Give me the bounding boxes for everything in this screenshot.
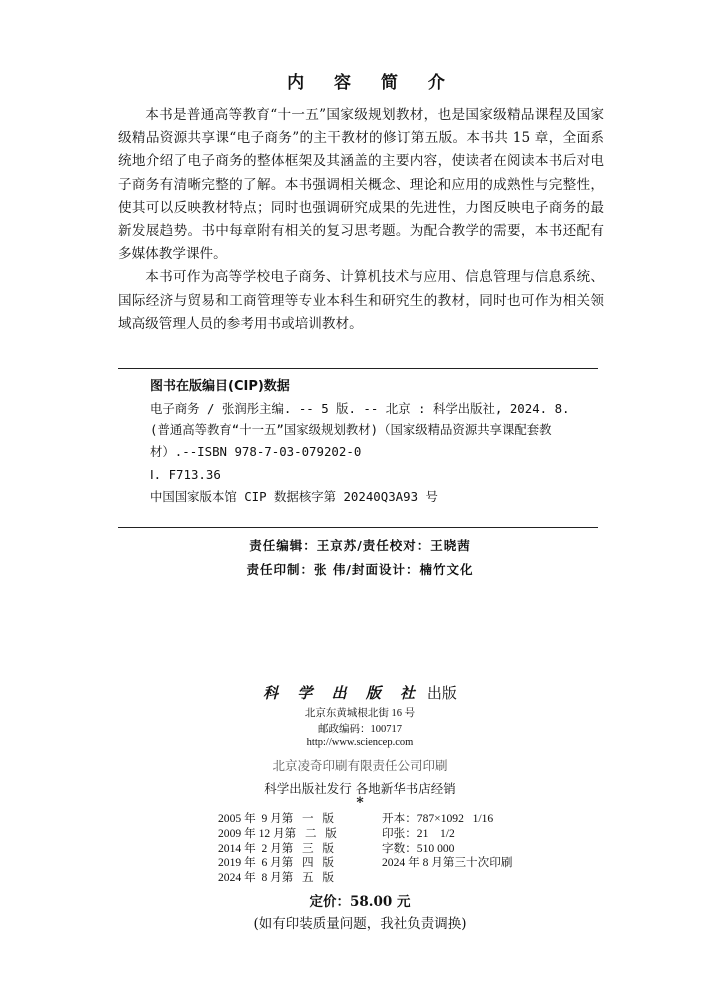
intro-body [118, 104, 604, 336]
cip-entry: 电子商务 / 张润彤主编. -- 5 版. -- 北京 : 科学出版社, 2024. 8. (普通高等教育“十一五”国家级规划教材)（国家级精品资源共享课配套教材）.--ISBN 978-7-03-079202-0 [150, 400, 570, 459]
edition-row [218, 842, 512, 857]
cip-title: 图书在版编目(CIP)数据 [150, 379, 290, 394]
edition-date: 2009 年 12 月第 二 版 [218, 826, 337, 840]
publisher-postcode: 邮政编码：100717 [318, 724, 402, 735]
edition-table [218, 812, 512, 886]
cip-classification: Ⅰ. F713.36 [150, 467, 221, 483]
staff-line-production: 责任印制：张 伟/封面设计：楠竹文化 [246, 562, 474, 577]
cip-record: 中国国家版本馆 CIP 数据核字第 20240Q3A93 号 [150, 488, 438, 504]
edition-date: 2024 年 8 月第 五 版 [218, 871, 334, 885]
intro-title: 内 容 简 介 [287, 73, 457, 93]
publisher-address: 北京东黄城根北街 16 号 [304, 708, 416, 719]
separator-star: * [356, 795, 364, 811]
cip-bottom-rule [118, 527, 598, 528]
edition-spec: 开本：787×1092 1/16 [382, 812, 494, 825]
publisher-name: 科 学 出 版 社 [263, 684, 423, 702]
edition-row [218, 812, 512, 827]
intro-paragraph: 本书是普通高等教育“十一五”国家级规划教材，也是国家级精品课程及国家级精品资源共享课“电子商务”的主干教材的修订第五版。本书共 15 章，全面系统地介绍了电子商务的整体框架及其涵盖的主要内容，使读者在阅读本书后对电子商务有清晰完整的了解。本书强调相关概念、理论和应用的成熟性与完整性，使其可以反映教材特点；同时也强调研究成果的先进性，力图反映电子商务的最新发展趋势。书中每章附有相关的复习思考题。为配合教学的需要，本书还配有多媒体教学课件。 [118, 107, 604, 263]
edition-row [218, 856, 512, 871]
edition-row [218, 871, 512, 886]
edition-date: 2019 年 6 月第 四 版 [218, 856, 334, 870]
edition-date: 2014 年 2 月第 三 版 [218, 841, 334, 855]
edition-spec: 字数：510 000 [382, 841, 455, 855]
printer-line: 北京凌奇印刷有限责任公司印刷 [272, 758, 448, 773]
distribution-line: 科学出版社发行 各地新华书店经销 [264, 781, 456, 796]
publisher-heading [0, 682, 720, 703]
edition-spec: 2024 年 8 月第三十次印刷 [382, 856, 513, 870]
price: 定价：58.00 元 [309, 894, 411, 910]
cip-top-rule [118, 368, 598, 369]
intro-paragraph: 本书可作为高等学校电子商务、计算机技术与应用、信息管理与信息系统、国际经济与贸易和工商管理等专业本科生和研究生的教材，同时也可作为相关领域高级管理人员的参考用书或培训教材。 [118, 269, 604, 332]
publisher-suffix: 出版 [426, 684, 457, 702]
edition-date: 2005 年 9 月第 一 版 [218, 812, 334, 825]
quality-notice: (如有印装质量问题，我社负责调换) [253, 916, 467, 932]
edition-row [218, 827, 512, 842]
edition-spec: 印张：21 1/2 [382, 826, 455, 840]
publisher-website: http://www.sciencep.com [306, 737, 414, 748]
cip-block [150, 376, 590, 508]
staff-line-editors: 责任编辑：王京苏/责任校对：王晓茜 [249, 538, 471, 553]
